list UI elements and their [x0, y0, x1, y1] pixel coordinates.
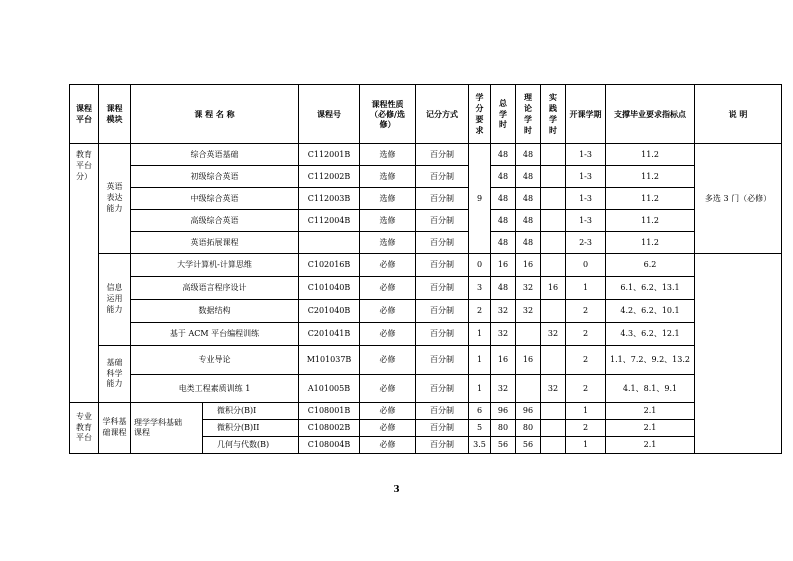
platform-pro-cell: 专业教育平台 [70, 403, 99, 454]
semester-cell: 1 [566, 277, 606, 300]
course-name-cell: 数据结构 [131, 300, 299, 323]
indicators-cell: 11.2 [606, 232, 695, 254]
semester-cell: 1 [566, 437, 606, 454]
semester-cell: 1-3 [566, 188, 606, 210]
nature-cell: 选修 [360, 144, 416, 166]
grading-cell: 百分制 [416, 323, 469, 346]
semester-cell: 2 [566, 375, 606, 403]
indicators-cell: 2.1 [606, 437, 695, 454]
course-name-cell: 电类工程素质训练 1 [131, 375, 299, 403]
nature-cell: 选修 [360, 188, 416, 210]
course-code-cell: C112001B [299, 144, 360, 166]
course-name-cell: 英语拓展课程 [131, 232, 299, 254]
course-name-cell: 综合英语基础 [131, 144, 299, 166]
table-row [70, 300, 782, 323]
nature-cell: 必修 [360, 375, 416, 403]
semester-cell: 1-3 [566, 210, 606, 232]
course-name-cell: 高级语言程序设计 [131, 277, 299, 300]
semester-cell: 2 [566, 300, 606, 323]
semester-cell: 2-3 [566, 232, 606, 254]
module-english-cell: 英语表达能力 [99, 144, 131, 254]
course-table [69, 84, 782, 454]
grading-cell: 百分制 [416, 346, 469, 375]
course-code-cell: A101005B [299, 375, 360, 403]
semester-cell: 2 [566, 323, 606, 346]
grading-cell: 百分制 [416, 144, 469, 166]
credits-cell: 3 [469, 277, 491, 300]
indicators-cell: 11.2 [606, 210, 695, 232]
theory-hours-cell: 48 [516, 166, 541, 188]
indicators-cell: 2.1 [606, 420, 695, 437]
nature-cell: 必修 [360, 437, 416, 454]
table-row [70, 210, 782, 232]
course-code-cell [299, 232, 360, 254]
semester-cell: 2 [566, 346, 606, 375]
header-row [70, 85, 782, 144]
total-hours-cell: 32 [491, 375, 516, 403]
semester-cell: 1-3 [566, 166, 606, 188]
nature-cell: 必修 [360, 323, 416, 346]
course-code-cell: C101040B [299, 277, 360, 300]
course-name-cell: 基于 ACM 平台编程训练 [131, 323, 299, 346]
table-row [70, 346, 782, 375]
practice-hours-cell [541, 166, 566, 188]
nature-cell: 选修 [360, 210, 416, 232]
english-remark-cell: 多选 3 门（必修） [695, 144, 782, 254]
practice-hours-cell [541, 300, 566, 323]
grading-cell: 百分制 [416, 188, 469, 210]
semester-cell: 2 [566, 420, 606, 437]
theory-hours-cell [516, 323, 541, 346]
credits-cell: 1 [469, 323, 491, 346]
credits-cell: 3.5 [469, 437, 491, 454]
header-semester: 开课学期 [566, 85, 606, 144]
practice-hours-cell [541, 403, 566, 420]
credits-cell: 2 [469, 300, 491, 323]
table-row [70, 254, 782, 277]
credits-cell: 5 [469, 420, 491, 437]
indicators-cell: 2.1 [606, 403, 695, 420]
nature-cell: 必修 [360, 420, 416, 437]
practice-hours-cell [541, 188, 566, 210]
course-code-cell: C201041B [299, 323, 360, 346]
credits-cell: 1 [469, 346, 491, 375]
practice-hours-cell: 32 [541, 323, 566, 346]
indicators-cell: 6.1、6.2、13.1 [606, 277, 695, 300]
nature-cell: 必修 [360, 254, 416, 277]
practice-hours-cell: 32 [541, 375, 566, 403]
grading-cell: 百分制 [416, 420, 469, 437]
total-hours-cell: 80 [491, 420, 516, 437]
header-course-name: 课 程 名 称 [131, 85, 299, 144]
course-code-cell: C112002B [299, 166, 360, 188]
indicators-cell: 4.2、6.2、10.1 [606, 300, 695, 323]
theory-hours-cell: 96 [516, 403, 541, 420]
course-name-cell: 大学计算机-计算思维 [131, 254, 299, 277]
header-credits: 学分要求 [469, 85, 491, 144]
course-name-cell: 高级综合英语 [131, 210, 299, 232]
theory-hours-cell: 80 [516, 420, 541, 437]
course-code-cell: M101037B [299, 346, 360, 375]
module-science-cell: 基础科学能力 [99, 346, 131, 403]
course-name-cell: 专业导论 [131, 346, 299, 375]
table-row [70, 144, 782, 166]
total-hours-cell: 48 [491, 144, 516, 166]
practice-hours-cell [541, 210, 566, 232]
grading-cell: 百分制 [416, 403, 469, 420]
course-name-cell: 微积分(B)II [203, 420, 299, 437]
course-name-cell: 几何与代数(B) [203, 437, 299, 454]
remark-empty-cell [695, 254, 782, 454]
header-remark: 说 明 [695, 85, 782, 144]
course-name-cell: 初级综合英语 [131, 166, 299, 188]
indicators-cell: 11.2 [606, 188, 695, 210]
module-discipline-cell: 学科基础课程 [99, 403, 131, 454]
practice-hours-cell [541, 254, 566, 277]
course-name-cell: 中级综合英语 [131, 188, 299, 210]
total-hours-cell: 48 [491, 232, 516, 254]
indicators-cell: 11.2 [606, 166, 695, 188]
english-credits-cell: 9 [469, 144, 491, 254]
theory-hours-cell: 16 [516, 254, 541, 277]
grading-cell: 百分制 [416, 232, 469, 254]
total-hours-cell: 96 [491, 403, 516, 420]
table-row [70, 323, 782, 346]
grading-cell: 百分制 [416, 210, 469, 232]
course-name-cell: 微积分(B)I [203, 403, 299, 420]
header-nature: 课程性质（必修/选修） [360, 85, 416, 144]
header-module: 课程模块 [99, 85, 131, 144]
total-hours-cell: 48 [491, 277, 516, 300]
page-number: 3 [393, 485, 400, 495]
theory-hours-cell: 16 [516, 346, 541, 375]
table-row [70, 403, 782, 420]
table-row [70, 166, 782, 188]
total-hours-cell: 32 [491, 323, 516, 346]
header-course-code: 课程号 [299, 85, 360, 144]
header-theory-hours: 理论学时 [516, 85, 541, 144]
credits-cell: 6 [469, 403, 491, 420]
credits-cell: 0 [469, 254, 491, 277]
credits-cell: 1 [469, 375, 491, 403]
theory-hours-cell: 48 [516, 232, 541, 254]
grading-cell: 百分制 [416, 437, 469, 454]
indicators-cell: 4.3、6.2、12.1 [606, 323, 695, 346]
total-hours-cell: 48 [491, 210, 516, 232]
table-row [70, 188, 782, 210]
table-row [70, 232, 782, 254]
total-hours-cell: 16 [491, 346, 516, 375]
course-code-cell: C112004B [299, 210, 360, 232]
total-hours-cell: 48 [491, 188, 516, 210]
module-info-cell: 信息运用能力 [99, 254, 131, 346]
header-practice-hours: 实践学时 [541, 85, 566, 144]
course-code-cell: C201040B [299, 300, 360, 323]
practice-hours-cell [541, 437, 566, 454]
course-code-cell: C112003B [299, 188, 360, 210]
course-code-cell: C108002B [299, 420, 360, 437]
semester-cell: 1-3 [566, 144, 606, 166]
practice-hours-cell [541, 144, 566, 166]
module-sub-theory-cell: 理学学科基础课程 [131, 403, 203, 454]
table-row [70, 277, 782, 300]
nature-cell: 必修 [360, 277, 416, 300]
total-hours-cell: 48 [491, 166, 516, 188]
header-grading: 记分方式 [416, 85, 469, 144]
course-code-cell: C102016B [299, 254, 360, 277]
semester-cell: 0 [566, 254, 606, 277]
theory-hours-cell: 32 [516, 277, 541, 300]
nature-cell: 必修 [360, 300, 416, 323]
theory-hours-cell [516, 375, 541, 403]
course-code-cell: C108004B [299, 437, 360, 454]
theory-hours-cell: 56 [516, 437, 541, 454]
practice-hours-cell [541, 232, 566, 254]
practice-hours-cell: 16 [541, 277, 566, 300]
header-total-hours: 总学时 [491, 85, 516, 144]
indicators-cell: 11.2 [606, 144, 695, 166]
course-code-cell: C108001B [299, 403, 360, 420]
grading-cell: 百分制 [416, 300, 469, 323]
theory-hours-cell: 48 [516, 144, 541, 166]
total-hours-cell: 56 [491, 437, 516, 454]
nature-cell: 选修 [360, 166, 416, 188]
indicators-cell: 1.1、7.2、9.2、13.2 [606, 346, 695, 375]
header-platform: 课程平台 [70, 85, 99, 144]
platform-edu-cell: 教育平台分） [70, 144, 99, 403]
table-row [70, 375, 782, 403]
practice-hours-cell [541, 346, 566, 375]
nature-cell: 选修 [360, 232, 416, 254]
indicators-cell: 4.1、8.1、9.1 [606, 375, 695, 403]
indicators-cell: 6.2 [606, 254, 695, 277]
grading-cell: 百分制 [416, 254, 469, 277]
grading-cell: 百分制 [416, 375, 469, 403]
nature-cell: 必修 [360, 346, 416, 375]
header-indicators: 支撑毕业要求指标点 [606, 85, 695, 144]
nature-cell: 必修 [360, 403, 416, 420]
practice-hours-cell [541, 420, 566, 437]
total-hours-cell: 32 [491, 300, 516, 323]
grading-cell: 百分制 [416, 166, 469, 188]
theory-hours-cell: 48 [516, 210, 541, 232]
grading-cell: 百分制 [416, 277, 469, 300]
total-hours-cell: 16 [491, 254, 516, 277]
semester-cell: 1 [566, 403, 606, 420]
theory-hours-cell: 48 [516, 188, 541, 210]
theory-hours-cell: 32 [516, 300, 541, 323]
